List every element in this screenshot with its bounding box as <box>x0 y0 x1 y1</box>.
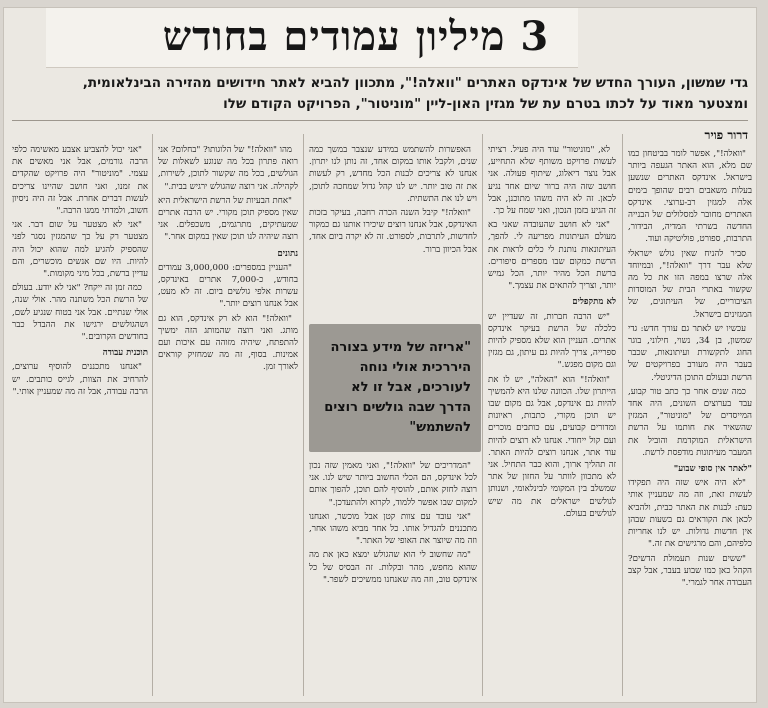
body-paragraph: "אנחנו מתכננים להוסיף ערוצים, להרחיב את הצוות, לגייס כותבים. יש הרבה עבודה, אבל זה מה שמעניין אותי." <box>12 362 148 397</box>
body-paragraph: "אני לא חושב שהעובדה שאני בא מעולם העיתונות מפריעה לי. להפך, העיתונאות נותנת לי כלים לראות את הרשת כמקום שבו מספרים סיפורים. ברשת הכל מהיר יותר, הכל גמיש יותר, וצריך להתאים את עצמך." <box>488 220 616 292</box>
body-paragraph: "יש הרבה חברות, זה שעדיין יש כלכלה של הרשת בעיקר אינדקס אתרים. העניין הוא שלא מספיק להיות ספרייה, צריך להיות גם עיתון, גם מגזין וגם מקום מפגש." <box>488 311 616 371</box>
column-separator <box>303 134 304 696</box>
article-column-5 <box>12 144 148 698</box>
body-paragraph: "וואלה!", אפשר לומר בביטחון כמו שם מלא, הוא האתר הגעפה ביותר בישראל. אינדקס האתרים שנשען בעלות משאבים רבים שהופך בימים אלה למגזין רב-ערוצי. אינדקס האתרים מחובר למסלולים של הבנייה החדשה בשרתי המדיה, הבידור, התרבות, ספורט, פוליטיקה ועוד. <box>628 149 752 245</box>
body-paragraph: כמה זמן זה ייקח? "אני לא יודע. בעולם של הרשת הכל משתנה מהר. אולי שנה, אולי שנתיים. אבל אני בטוח שנגיע לשם, ושהגולשים ירגישו את ההבדל כבר בחודשים הקרובים." <box>12 283 148 343</box>
subhead-line-2: ומצטער מאוד על לכתו בטרם עת של מגזין האון-ליין "מוניטור", הפרויקט הקודם שלו <box>223 96 748 112</box>
headline-strip <box>46 8 578 68</box>
body-paragraph: "העניין במספרים: 3,000,000 עמודים בחודש, כ-7,000 אתרים באינדקס, עשרות אלפי גולשים ביום. זה לא מעט, אבל אנחנו רוצים יותר." <box>158 262 298 310</box>
divider-rule <box>12 120 748 121</box>
body-paragraph: לא, "מוניטור" עוד היה פעיל. רציתי לעשות פרויקט משותף שלא התחייע, אבל נוצר דיאלוג, שיתוף פעולה. אני חושב שזה היה ברור שיום אחד נגיע לכאן. זה לא היה משהו מתוכנן, אבל זה הגיע בזמן הנכון, ואני שמח על כך. <box>488 145 616 217</box>
body-paragraph: "אני לא מצטער על שום דבר. אני מצטער רק על כך שהמגזין נסגר לפני שהספיק להגיע למה שהוא יכול היה להיות. היו שם אנשים מוכשרים, והם עדיין ברשת, בכל מיני מקומות." <box>12 220 148 280</box>
column-separator <box>482 134 483 696</box>
newspaper-clipping <box>4 8 756 702</box>
body-paragraph: כמה שנים אחר כך כתב טור קבוע, עבד בערוצים השונים, היה אחד המייסדים של "מוניטור", המגזין שהשאיר את חותמו על הרשת הישראלית המוקדמת והוביל את המעבר מעיתונות מודפסת לרשת. <box>628 386 752 458</box>
body-paragraph: מהו "וואלה!" של הלוגותו? "בחלום? אני רואה פתרון בכל מה שנוגע לשאלות של הגולשים, בכל מה שקשור לתוכן, לשירות, לקהילה. אני רוצה שהגולש ירגיש בבית." <box>158 145 298 192</box>
article-column-4 <box>158 144 298 698</box>
body-paragraph: "אני עובד עם צוות קטן אבל מוכשר, ואנחנו מתכננים להגדיל אותו. כל אחד מביא משהו אחר, וזה מה שיוצר את האופי של האתר." <box>309 511 477 547</box>
body-paragraph: "לא היה איש שזה היה תפקידו לעשות זאת, וזה מה שמעניין אותי כעת: לבנות את האתר כבית, ולהביא לכאן את הקוראים גם בשעות שבהן אין חדשות גדולות. יש לנו אחריות כלפיהם, והם מרגישים את זה." <box>628 478 752 550</box>
column-separator <box>622 134 623 696</box>
byline: דרור פויר <box>704 128 748 142</box>
subhead-line-1: גדי שמשון, העורך החדש של אינדקס האתרים "וואלה!", מתכוון להביא לאתר חידושים מהזירה הבינלאומית, <box>82 75 748 91</box>
body-paragraph: "ששים שנות תעמולת הדשים? הקהל כאן כמו שבוע בעבר, אבל קצב העבודה אחר לגמרי." <box>628 553 752 588</box>
article-column-2 <box>488 144 616 698</box>
body-paragraph: סביר להניח שאין גולש ישראלי שלא עבר דרך "וואלה!", ובמיוחד אלה שרצו במפה הזו את כל מה שקשור באתרי הבית של המוסדות הציבוריים, של העיתונים, של המגזינים בישראל. <box>628 248 752 320</box>
body-paragraph: "אני יכול להצביע אצבע מאשימה כלפי הרבה גורמים, אבל אני מאשים את עצמי. "מוניטור" היה פרויקט שהקדים את זמנו, ואני חושב שהיינו צריכים לעשות דברים אחרת. אבל זה היה ניסיון חשוב, ולמדתי ממנו הרבה." <box>12 145 148 217</box>
article-column-3 <box>309 144 477 319</box>
pull-quote <box>309 324 481 452</box>
body-paragraph: האפשרות להשתמש במידע שנצבר במשך כמה שנים, ולקבל אותו במקום אחד, זה נותן לנו יתרון. אנחנו לא צריכים לבנות הכל מחדש, רק לעשות את זה טוב יותר. יש לנו קהל גדול שמחכה לתוכן, ויש לנו את התשתית. <box>309 145 477 204</box>
body-paragraph: "מה שחשוב לי הוא שהגולש ימצא כאן את מה שהוא מחפש, מהר ובקלות. זה הבסיס של כל אינדקס טוב, וזה מה שאנחנו ממשיכים לשפר." <box>309 550 477 585</box>
pull-quote-text: "אריזה של מידע בצורה היררכית אולי נוחה לעורכים, אבל זו לא הדרך שבה גולשים רוצים להשתמש" <box>324 340 471 435</box>
article-column-3-continued <box>309 460 477 698</box>
subheading: "לאתר אין סופי שבוע" <box>673 464 752 475</box>
body-paragraph: "וואלה!" הוא "האלה", יש לו את הייתרון שלו. הכוונה שלנו היא להמשיך להיות גם אינדקס, אבל גם מקום שבו יש תוכן מקורי, כתבות, ראיונות ומדורים קבועים, עם כותבים מוכרים ועם קול ייחודי. אנחנו לא רוצים להיות עוד אתר, אנחנו רוצים להיות האתר. זה תהליך ארוך, והוא כבר התחיל. אני לא מתכוון לוותר על החזון של אתר שמשלב בין המקומי לבינלאומי, ושנותן לגולשים ישראלים את מה שיש לגולשים בעולם. <box>488 374 616 519</box>
body-paragraph: "המדריכים של "וואלה!", ואני מאמין שזה נכון לכל אינדקס, הם הכלי החשוב ביותר שיש לנו. אני רוצה לחזק אותם, להוסיף להם תוכן, להפוך אותם למקום שבו אפשר ללמוד, לקרוא ולהתעדכן." <box>309 461 477 508</box>
subheading: תוכנית עבודה <box>102 348 148 359</box>
body-paragraph: "וואלה!" הוא לא רק אינדקס, הוא גם מותג. ואני רוצה שהמותג הזה ימשיך להתפתח, שיהיה מזוהה עם איכות ועם אמינות. בסוף, זה מה שמחזיק קוראים לאורך זמן. <box>158 313 298 373</box>
body-paragraph: "וואלה!" קיבל השנה הכרה רחבה, בעיקר בזכות האינדקס, אבל אנחנו רוצים שיכירו אותנו גם כמקור לחדשות, לתרבות, לספורט. זה לא יקרה ביום אחד, אבל הכיוון ברור. <box>309 208 477 255</box>
headline: 3 מיליון עמודים בחודש <box>162 13 550 60</box>
body-paragraph: עכשיו יש לאתר גם עורך חדש: גדי שמשון, בן 34, נשוי, חילוני, בוגר החוג לתקשורת ועיתונאות, שכבר בעבר היה מעורב בפרויקטים של הרשת ובעולם התוכן הדיגיטלי. <box>628 323 752 383</box>
subheading: נתונים <box>277 248 298 259</box>
body-paragraph: "אחת הבעיות של הרשת הישראלית היא שאין מספיק תוכן מקורי. יש הרבה אתרים שמעתיקים, מתרגמים, משכפלים. אני רוצה שיהיה לנו תוכן שאין במקום אחר." <box>158 195 298 243</box>
column-separator <box>152 134 153 696</box>
subheading: לא מתקפלים <box>572 297 616 308</box>
article-column-1 <box>628 148 752 698</box>
